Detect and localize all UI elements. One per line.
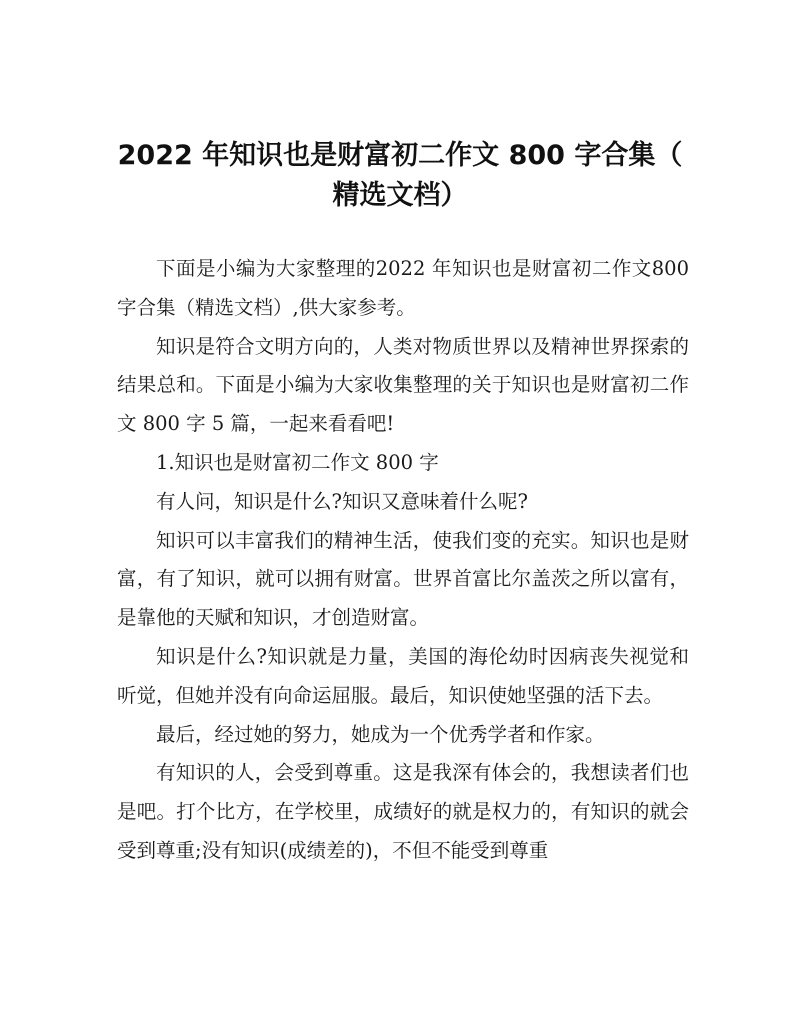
document-title-line-1: 2022 年知识也是财富初二作文 800 字合集（ — [117, 140, 683, 171]
paragraph-question: 有人问，知识是什么?知识又意味着什么呢? — [156, 489, 528, 513]
paragraph-wealth: 知识可以丰富我们的精神生活，使我们变的充实。知识也是财富，有了知识，就可以拥有财富。世界首富比尔盖茨之所以富有，是靠他的天赋和知识，才创造财富。 — [117, 528, 689, 630]
paragraph-definition: 知识是符合文明方向的，人类对物质世界以及精神世界探索的结果总和。下面是小编为大家收集整理的关于知识也是财富初二作文 800 字 5 篇，一起来看看吧! — [117, 334, 689, 436]
document-title-line-2: 精选文档） — [332, 180, 468, 211]
paragraph-power: 知识是什么?知识就是力量，美国的海伦幼时因病丧失视觉和听觉，但她并没有向命运屈服。最后，知识使她坚强的活下去。 — [117, 644, 689, 707]
paragraph-intro: 下面是小编为大家整理的2022 年知识也是财富初二作文800 字合集（精选文档）,供大家参考。 — [117, 257, 689, 319]
paragraph-scholar: 最后，经过她的努力，她成为一个优秀学者和作家。 — [156, 722, 605, 746]
document-body — [117, 250, 689, 871]
paragraph-respect: 有知识的人，会受到尊重。这是我深有体会的，我想读者们也是吧。打个比方，在学校里，成绩好的就是权力的，有知识的就会受到尊重;没有知识(成绩差的)，不但不能受到尊重 — [117, 761, 689, 862]
section-heading: 1.知识也是财富初二作文 800 字 — [156, 450, 439, 474]
